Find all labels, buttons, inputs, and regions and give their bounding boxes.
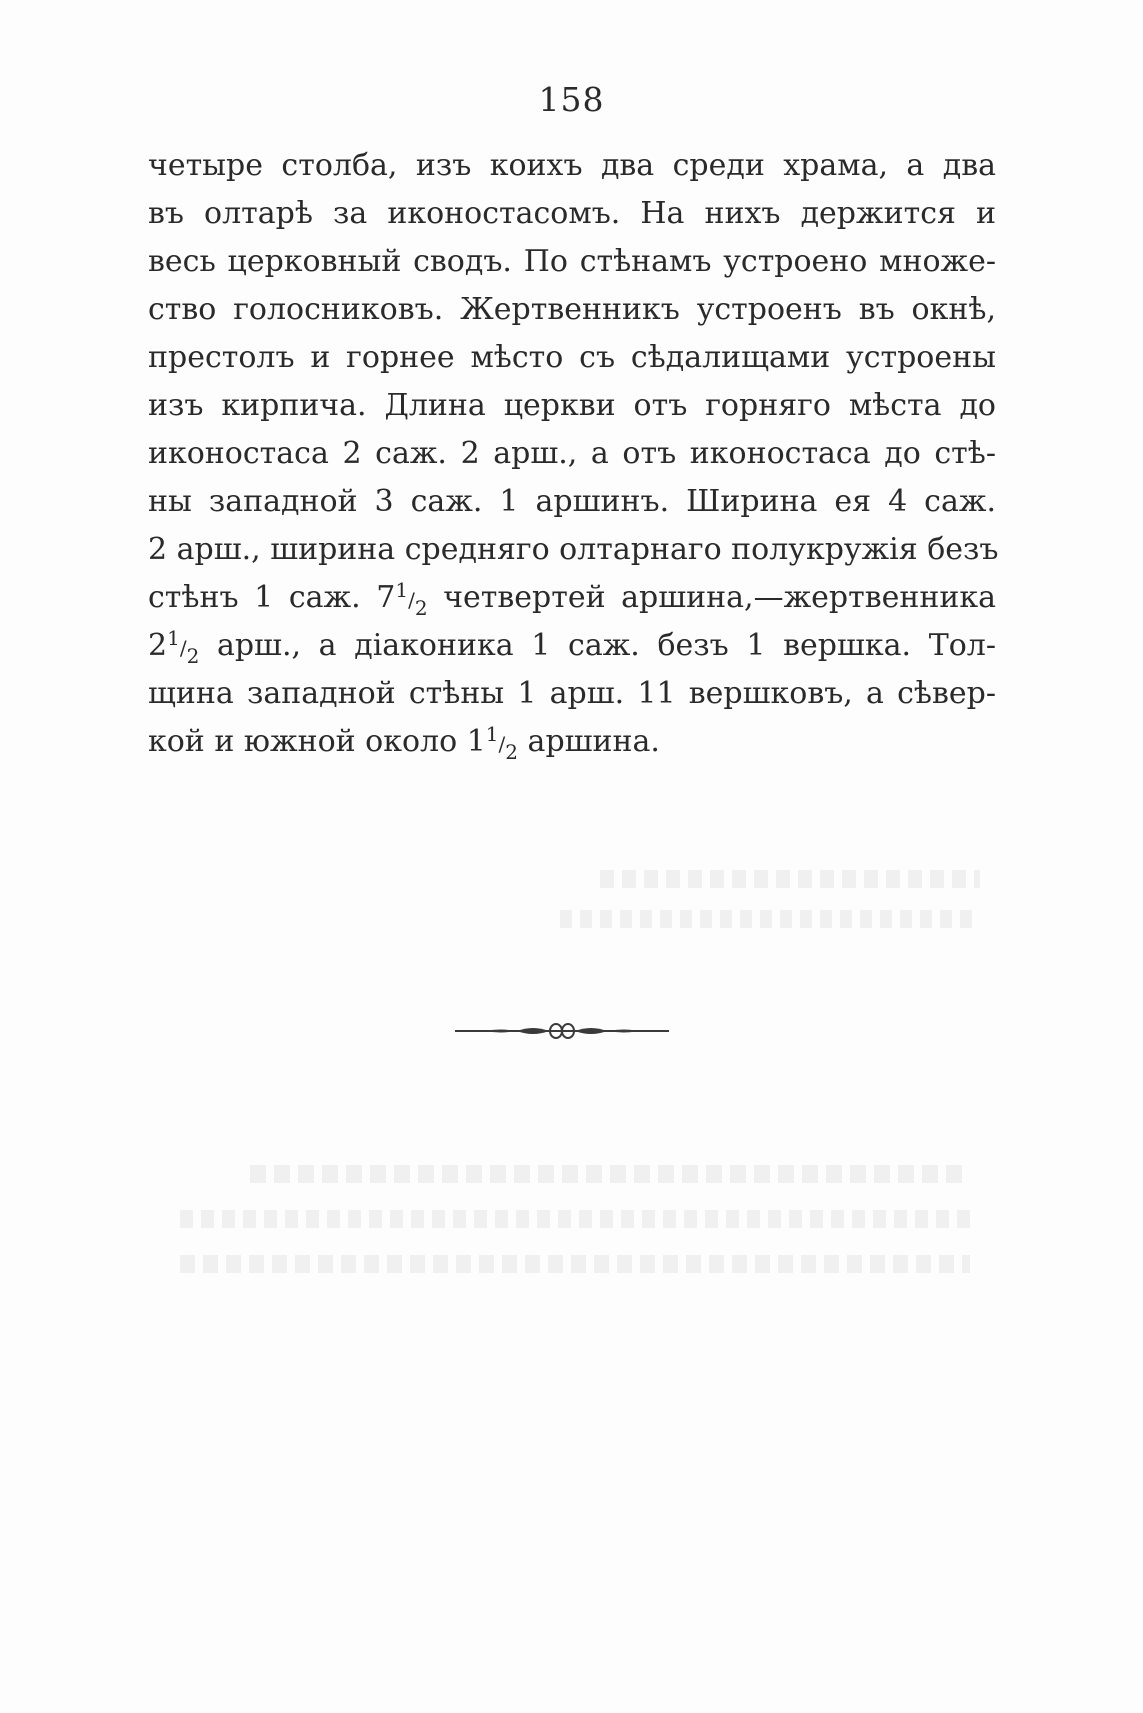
text-line: четыре столба, изъ коихъ два среди храма, а два bbox=[148, 148, 996, 183]
text-line: ство голосниковъ. Жертвенникъ устроенъ въ окнѣ, bbox=[148, 292, 996, 327]
text-line: иконостаса 2 саж. 2 арш., а отъ иконостаса до стѣ- bbox=[148, 436, 996, 471]
bleed-through-texture bbox=[180, 1255, 970, 1273]
fraction-slash: / bbox=[408, 588, 415, 612]
bleed-through-texture bbox=[560, 910, 980, 928]
line-segment: кой и южной около 1 bbox=[148, 724, 486, 759]
fraction bbox=[167, 626, 199, 668]
fraction-denominator: 2 bbox=[414, 596, 428, 620]
fraction-slash: / bbox=[498, 732, 506, 756]
text-line-fraction bbox=[148, 718, 996, 766]
text-line: въ олтарѣ за иконостасомъ. На нихъ держится и bbox=[148, 196, 996, 231]
fraction bbox=[395, 578, 427, 620]
text-line: 2 арш., ширина средняго олтарнаго полукружія безъ bbox=[148, 532, 999, 567]
fraction-numerator: 1 bbox=[167, 626, 180, 650]
bleed-through-texture bbox=[600, 870, 980, 888]
fraction-denominator: 2 bbox=[505, 740, 519, 764]
fraction-denominator: 2 bbox=[186, 644, 200, 668]
text-line: изъ кирпича. Длина церкви отъ горняго мѣста до bbox=[148, 388, 996, 423]
page-number: 158 bbox=[538, 80, 605, 119]
text-line-fraction bbox=[148, 574, 996, 622]
text-line: щина западной стѣны 1 арш. 11 вершковъ, а сѣвер- bbox=[148, 676, 996, 711]
fraction bbox=[486, 722, 518, 764]
section-divider-ornament-icon bbox=[455, 1016, 669, 1046]
text-line: весь церковный сводъ. По стѣнамъ устроено множе- bbox=[148, 244, 996, 279]
text-line: престолъ и горнее мѣсто съ сѣдалищами устроены bbox=[148, 340, 996, 375]
line-segment: четвертей аршина,—жертвенника bbox=[427, 580, 996, 615]
fraction-slash: / bbox=[179, 636, 187, 660]
body-text bbox=[148, 142, 999, 766]
line-segment: стѣнъ 1 саж. 7 bbox=[148, 580, 396, 615]
text-line-fraction bbox=[148, 622, 996, 670]
line-segment: 2 bbox=[148, 628, 168, 663]
bleed-through-texture bbox=[250, 1165, 970, 1183]
line-segment: арш., а діаконика 1 саж. безъ 1 вершка. Тол- bbox=[199, 628, 996, 663]
line-segment: аршина. bbox=[518, 724, 660, 759]
bleed-through-texture bbox=[180, 1210, 970, 1228]
fraction-numerator: 1 bbox=[485, 722, 499, 746]
fraction-numerator: 1 bbox=[395, 578, 409, 602]
text-line: ны западной 3 саж. 1 аршинъ. Ширина ея 4 саж. bbox=[148, 484, 996, 519]
